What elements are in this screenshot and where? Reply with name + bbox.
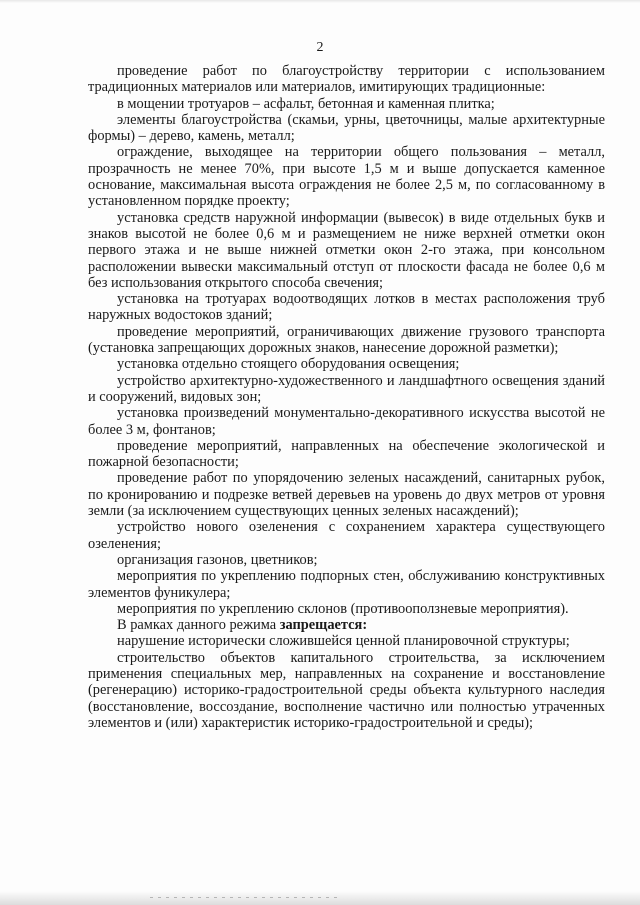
paragraph-8: установка отдельно стоящего оборудования освещения; bbox=[117, 356, 460, 373]
scan-edge-top bbox=[0, 0, 640, 3]
paragraph-3: элементы благоустройства (скамьи, урны, цветочницы, малые архитектурные формы) – дерево, камень, металл; bbox=[88, 111, 605, 145]
paragraph-7: проведение мероприятий, ограничивающих движение грузового транспорта (установка запрещающих дорожных знаков, нанесение дорожной разметки); bbox=[88, 323, 605, 357]
scan-edge-bottom bbox=[0, 891, 640, 905]
prohibited-lead: В рамках данного режима bbox=[117, 617, 280, 634]
paragraph-9: устройство архитектурно-художественного и ландшафтного освещения зданий и сооружений, видовых зон; bbox=[88, 372, 605, 405]
paragraph-13: устройство нового озеленения с сохранением характера существующего озеленения; bbox=[88, 519, 605, 552]
paragraph-1: проведение работ по благоустройству территории с использованием традиционных материалов или материалов, имитирующих традиционные: bbox=[88, 63, 605, 96]
paragraph-4: ограждение, выходящее на территории общего пользования – металл, прозрачность не менее 70%, при высоте 1,5 м и выше допускается каменное основание, максимальная высота ограждения не более 2,5 м, по согласованному в установленном порядке проекту; bbox=[88, 144, 605, 210]
paragraph-6: установка на тротуарах водоотводящих лотков в местах расположения труб наружных водостоков зданий; bbox=[88, 291, 605, 324]
page-number: 2 bbox=[316, 40, 324, 55]
paragraph-12: проведение работ по упорядочению зеленых насаждений, санитарных рубок, по кронированию и подрезке ветвей деревьев на уровень до двух метров от уровня земли (за исключением существующих ценных зеленых насаждений); bbox=[88, 470, 605, 520]
paragraph-16: мероприятия по укреплению склонов (противооползневые мероприятия). bbox=[117, 600, 569, 617]
document-body bbox=[88, 63, 605, 731]
prohibited-emphasis: запрещается: bbox=[279, 617, 368, 634]
prohibited-intro bbox=[88, 617, 605, 633]
paragraph-after-2: строительство объектов капитального строительства, за исключением применения специальных мер, направленных на сохранение и восстановление (регенерацию) историко-градостроительной среды объекта культурного наследия (восстановление, воссоздание, восполнение частично или полностью утраченных элементов и (или) характеристик историко-градостроительной и среды); bbox=[88, 649, 605, 731]
paragraph-15: мероприятия по укреплению подпорных стен, обслуживанию конструктивных элементов фуникулера; bbox=[88, 568, 605, 601]
paragraph-5: установка средств наружной информации (вывесок) в виде отдельных букв и знаков высотой не более 0,6 м и размещением не ниже верхней отметки окон первого этажа и не выше нижней отметки окон 2-го этажа, при консольном расположении вывески максимальный отступ от плоскости фасада не более 0,6 м без использования открытого способа свечения; bbox=[88, 209, 605, 291]
paragraph-11: проведение мероприятий, направленных на обеспечение экологической и пожарной безопасности; bbox=[88, 437, 605, 471]
paragraph-after-1: нарушение исторически сложившейся ценной планировочной структуры; bbox=[117, 633, 570, 650]
paragraph-2: в мощении тротуаров – асфальт, бетонная и каменная плитка; bbox=[117, 95, 495, 112]
paragraph-14: организация газонов, цветников; bbox=[117, 551, 318, 568]
paragraph-10: установка произведений монументально-декоративного искусства высотой не более 3 м, фонтанов; bbox=[88, 405, 605, 438]
